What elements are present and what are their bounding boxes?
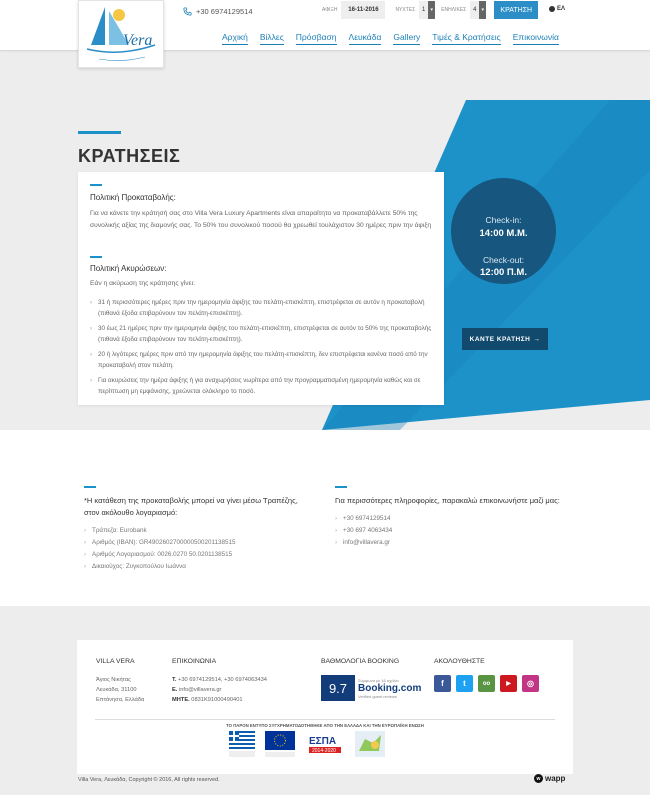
language-label: ΕΛ xyxy=(557,6,566,12)
espa-logo-icon xyxy=(305,731,345,757)
address-line: Άγιος Νικήτας xyxy=(96,677,131,683)
main-nav xyxy=(222,32,559,45)
list-item: › Αριθμός Λογαριασμού: 0026.0270 50.0201138515 xyxy=(84,549,306,561)
nights-select[interactable]: 1 xyxy=(419,1,428,19)
checkin-times-badge xyxy=(451,178,556,284)
espa-notice: ΤΟ ΠΑΡΟΝ ΕΝΤΥΠΟ ΣΥΓΧΡΗΜΑΤΟΔΟΤΗΘΗΚΕ ΑΠΟ ΤΗΝ ΕΛΛΑΔΑ ΚΑΙ ΤΗΝ ΕΥΡΩΠΑΪΚΗ ΕΝΩΣΗ xyxy=(226,723,424,728)
footer-social-head: ΑΚΟΛΟΥΘΗΣΤΕ xyxy=(434,658,485,665)
region-map-icon xyxy=(355,731,385,757)
checkin-label: Check-in: xyxy=(485,215,522,225)
list-item: › Δικαιούχος: Ζυγκοπούλου Ιωάννα xyxy=(84,561,306,573)
youtube-icon[interactable]: ▶ xyxy=(500,675,517,692)
title-accent-bar xyxy=(78,131,121,134)
contact-list xyxy=(335,513,567,549)
twitter-icon[interactable]: t xyxy=(456,675,473,692)
deposit-accent-line xyxy=(90,184,102,186)
cancel-list xyxy=(90,297,435,401)
eu-flag-icon xyxy=(265,731,295,757)
guests-select[interactable]: 4 xyxy=(470,1,479,19)
nights-dropdown-icon[interactable]: ▾ xyxy=(428,1,435,19)
page-title: ΚΡΑΤΗΣΕΙΣ xyxy=(78,146,181,166)
guests-dropdown-icon[interactable]: ▾ xyxy=(479,1,486,19)
arrival-label: ΑΦΙΞΗ xyxy=(322,7,338,13)
cancel-accent-line xyxy=(90,256,102,258)
social-links xyxy=(434,675,539,692)
address-line: Επτάνησα, Ελλάδα xyxy=(96,697,145,703)
guests-label: ΕΝΗΛΙΚΕΣ xyxy=(441,7,467,13)
svg-text:ΕΣΠΑ: ΕΣΠΑ xyxy=(309,736,337,747)
facebook-icon[interactable]: f xyxy=(434,675,451,692)
footer-social xyxy=(434,658,539,692)
nav-contact[interactable]: Επικοινωνία xyxy=(513,32,559,45)
list-item: › 31 ή περισσότερες ημέρες πριν την ημερομηνία άφιξης του πελάτη-επισκέπτη, επιστρέφεται σε αυτόν η προκαταβολή (πιθανά έξοδα επιβαρύνουν τον πελάτη-επισκέπτη). xyxy=(90,297,435,319)
cancel-intro: Εάν η ακύρωση της κράτησης γίνει: xyxy=(90,280,195,287)
booking-logo: Booking.com xyxy=(358,682,422,694)
tripadvisor-icon[interactable]: oo xyxy=(478,675,495,692)
list-item: › 20 ή λιγότερες ημέρες πριν από την ημερομηνία άφιξης του πελάτη-επισκέπτη, δεν επιστρέφεται κανένα ποσό από την προκαταβολή στον πελάτη. xyxy=(90,349,435,371)
payment-info-section xyxy=(0,430,650,606)
checkout-time: 12:00 Π.Μ. xyxy=(480,267,527,278)
checkout-label: Check-out: xyxy=(482,255,525,265)
site-logo[interactable] xyxy=(78,0,164,68)
instagram-icon[interactable]: ◎ xyxy=(522,675,539,692)
deposit-title: Πολιτική Προκαταβολής: xyxy=(90,193,176,202)
developer-name: wapp xyxy=(545,774,566,783)
bank-info xyxy=(84,486,306,573)
email-label: E. xyxy=(172,687,178,693)
deposit-text: Για να κάνετε την κράτησή σας στο Villa Vera Luxury Apartments είναι απαραίτητο να προκαταβάλλετε 50% της συνολικής αξίας της διαμονής σας. Το 50% του συνολικού ποσού θα χρεωθεί τουλάχιστον 30 ημέρες πριν την άφιξη xyxy=(90,210,432,229)
logo-sailboat-icon xyxy=(79,1,165,69)
checkin-time: 14:00 Μ.Μ. xyxy=(479,228,528,239)
nav-villas[interactable]: Βίλλες xyxy=(260,32,284,45)
book-now-label: ΚΑΝΤΕ ΚΡΑΤΗΣΗ xyxy=(469,335,531,343)
header-phone[interactable] xyxy=(183,5,253,17)
bank-title: *Η κατάθεση της προκαταβολής μπορεί να γίνει μέσω Τραπέζης, στον ακόλουθο λογαριασμό: xyxy=(84,495,298,517)
nights-label: ΝΥΧΤΕΣ xyxy=(395,7,416,13)
nav-gallery[interactable]: Gallery xyxy=(393,32,420,45)
booking-score: 9.7 xyxy=(321,675,355,701)
arrival-date-input[interactable]: 16-11-2016 xyxy=(341,1,385,19)
mhte-label: ΜΗΤΕ. xyxy=(172,697,190,703)
book-now-button[interactable] xyxy=(462,328,548,350)
nav-lefkada[interactable]: Λευκάδα xyxy=(349,32,382,45)
cancel-title: Πολιτική Ακυρώσεων: xyxy=(90,264,167,273)
list-item: › Τράπεζα: Eurobank xyxy=(84,525,306,537)
footer-address-head: VILLA VERA xyxy=(96,658,135,665)
footer-booking-head: ΒΑΘΜΟΛΟΓΙΑ BOOKING xyxy=(321,658,400,665)
footer-contact-head: ΕΠΙΚΟΙΝΩΝΙΑ xyxy=(172,658,217,665)
footer-box xyxy=(77,640,573,774)
arrow-right-icon: → xyxy=(533,335,541,343)
wapp-logo-icon: w xyxy=(534,774,543,783)
logo-text: Vera xyxy=(123,32,153,49)
booking-badge[interactable] xyxy=(321,675,421,701)
tel-label: T. xyxy=(172,677,177,683)
footer-address xyxy=(96,658,144,705)
phone-number: +30 6974129514 xyxy=(196,6,253,16)
booking-form xyxy=(322,1,538,19)
footer-mhte: 0831Κ91000490401 xyxy=(191,697,243,703)
list-item: › Για ακυρώσεις την ημέρα άφιξης ή για αναχωρήσεις νωρίτερα από την προγραμματισμένη ημερομηνία καθώς και σε περίπτωση μη εμφάνισης, χρεώνεται ολόκληρο το ποσό. xyxy=(90,375,435,397)
contact-email[interactable]: › info@villavera.gr xyxy=(335,537,567,549)
booking-submit-button[interactable]: ΚΡΑΤΗΣΗ xyxy=(494,1,538,19)
booking-reviews-count: Σύμφωνα με 16 σχόλια xyxy=(358,677,399,683)
contact-accent-line xyxy=(335,486,347,488)
site-footer xyxy=(0,606,650,795)
contact-title: Για περισσότερες πληροφορίες, παρακαλώ επικοινωνήστε μαζί μας: xyxy=(335,495,560,505)
contact-phone-2[interactable]: › +30 697 4063434 xyxy=(335,525,567,537)
list-item: › Αριθμός (IBAN): GR4902602700000500201138515 xyxy=(84,537,306,549)
funding-logos xyxy=(229,731,385,757)
language-switcher[interactable] xyxy=(549,6,565,12)
globe-icon xyxy=(549,6,555,12)
footer-contact xyxy=(172,658,267,705)
nav-access[interactable]: Πρόσβαση xyxy=(296,32,337,45)
phone-icon xyxy=(183,7,192,16)
svg-text:2014-2020: 2014-2020 xyxy=(312,748,336,754)
developer-logo[interactable] xyxy=(534,774,565,783)
copyright-text: Villa Vera, Λευκάδα, Copyright © 2016, All rights reserved. xyxy=(78,777,220,783)
bank-list xyxy=(84,525,306,573)
booking-verified: Verified guest reviews xyxy=(358,693,397,699)
policy-card xyxy=(78,172,444,405)
footer-booking-rating xyxy=(321,658,421,701)
contact-info xyxy=(335,486,567,549)
nav-home[interactable]: Αρχική xyxy=(222,32,248,45)
address-line: Λευκάδα, 31100 xyxy=(96,687,137,693)
footer-phones[interactable]: +30 6974129514, +30 6974063434 xyxy=(178,677,267,683)
greek-flag-icon xyxy=(229,731,255,757)
footer-divider xyxy=(95,719,555,720)
contact-phone-1[interactable]: › +30 6974129514 xyxy=(335,513,567,525)
list-item: › 30 έως 21 ημέρες πριν την ημερομηνία άφιξης του πελάτη-επισκέπτη, επιστρέφεται σε αυτόν το 50% της προκαταβολής (πιθανά έξοδα επιβαρύνουν τον πελάτη-επισκέπτη). xyxy=(90,323,435,345)
footer-email[interactable]: info@villavera.gr xyxy=(178,687,222,693)
nav-prices[interactable]: Τιμές & Κρατήσεις xyxy=(432,32,500,45)
bank-accent-line xyxy=(84,486,96,488)
